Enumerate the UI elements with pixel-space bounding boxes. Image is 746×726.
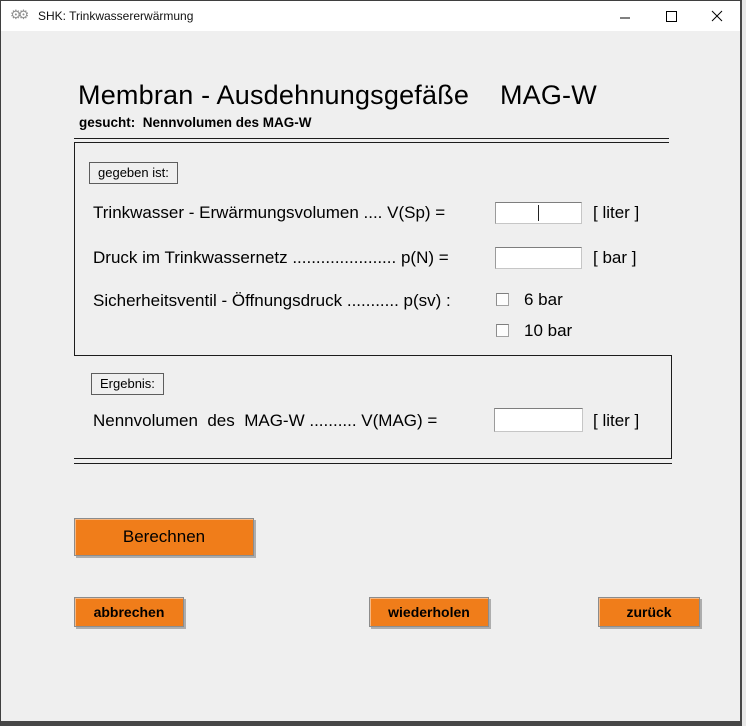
titlebar [1, 1, 740, 31]
result-section-label: Ergebnis: [91, 373, 164, 395]
minimize-icon [619, 10, 631, 22]
page-title: Membran - Ausdehnungsgefäße MAG-W [78, 80, 597, 110]
divider-top-outer [74, 138, 669, 139]
double-gear-icon: ⚙⚙ [10, 8, 26, 23]
page-subtitle: gesucht: Nennvolumen des MAG-W [79, 115, 312, 130]
divider-bottom-outer [74, 463, 672, 464]
text-caret [538, 205, 539, 221]
maximize-icon [666, 11, 677, 22]
given-section-label: gegeben ist: [89, 162, 178, 184]
minimize-button[interactable] [602, 1, 648, 31]
repeat-button[interactable]: wiederholen [369, 597, 489, 627]
checkbox-10bar[interactable] [496, 324, 509, 337]
cancel-button[interactable]: abbrechen [74, 597, 184, 627]
vsp-label: Trinkwasser - Erwärmungsvolumen .... V(Sp) = [93, 203, 446, 222]
calculate-button[interactable]: Berechnen [74, 518, 254, 556]
vmag-output[interactable] [494, 408, 583, 432]
vmag-unit: [ liter ] [593, 411, 640, 430]
result-box-right-border [671, 355, 672, 459]
pn-input[interactable] [495, 247, 582, 269]
section-separator-line [74, 355, 672, 356]
checkbox-10bar-label: 10 bar [524, 321, 573, 340]
maximize-button[interactable] [648, 1, 694, 31]
window-title: SHK: Trinkwassererwärmung [38, 9, 194, 23]
vsp-unit: [ liter ] [593, 203, 640, 222]
pn-unit: [ bar ] [593, 248, 637, 267]
dialog-body [1, 31, 740, 721]
close-icon [711, 10, 723, 22]
psv-label: Sicherheitsventil - Öffnungsdruck ........... p(sv) : [93, 291, 451, 310]
divider-bottom-inner [74, 458, 672, 459]
vmag-label: Nennvolumen des MAG-W .......... V(MAG) = [93, 411, 438, 430]
given-box-left-border [74, 142, 75, 356]
checkbox-6bar-label: 6 bar [524, 290, 563, 309]
close-button[interactable] [694, 1, 740, 31]
checkbox-6bar[interactable] [496, 293, 509, 306]
pn-label: Druck im Trinkwassernetz ...................... p(N) = [93, 248, 449, 267]
back-button[interactable]: zurück [598, 597, 700, 627]
divider-top-inner [74, 142, 669, 143]
